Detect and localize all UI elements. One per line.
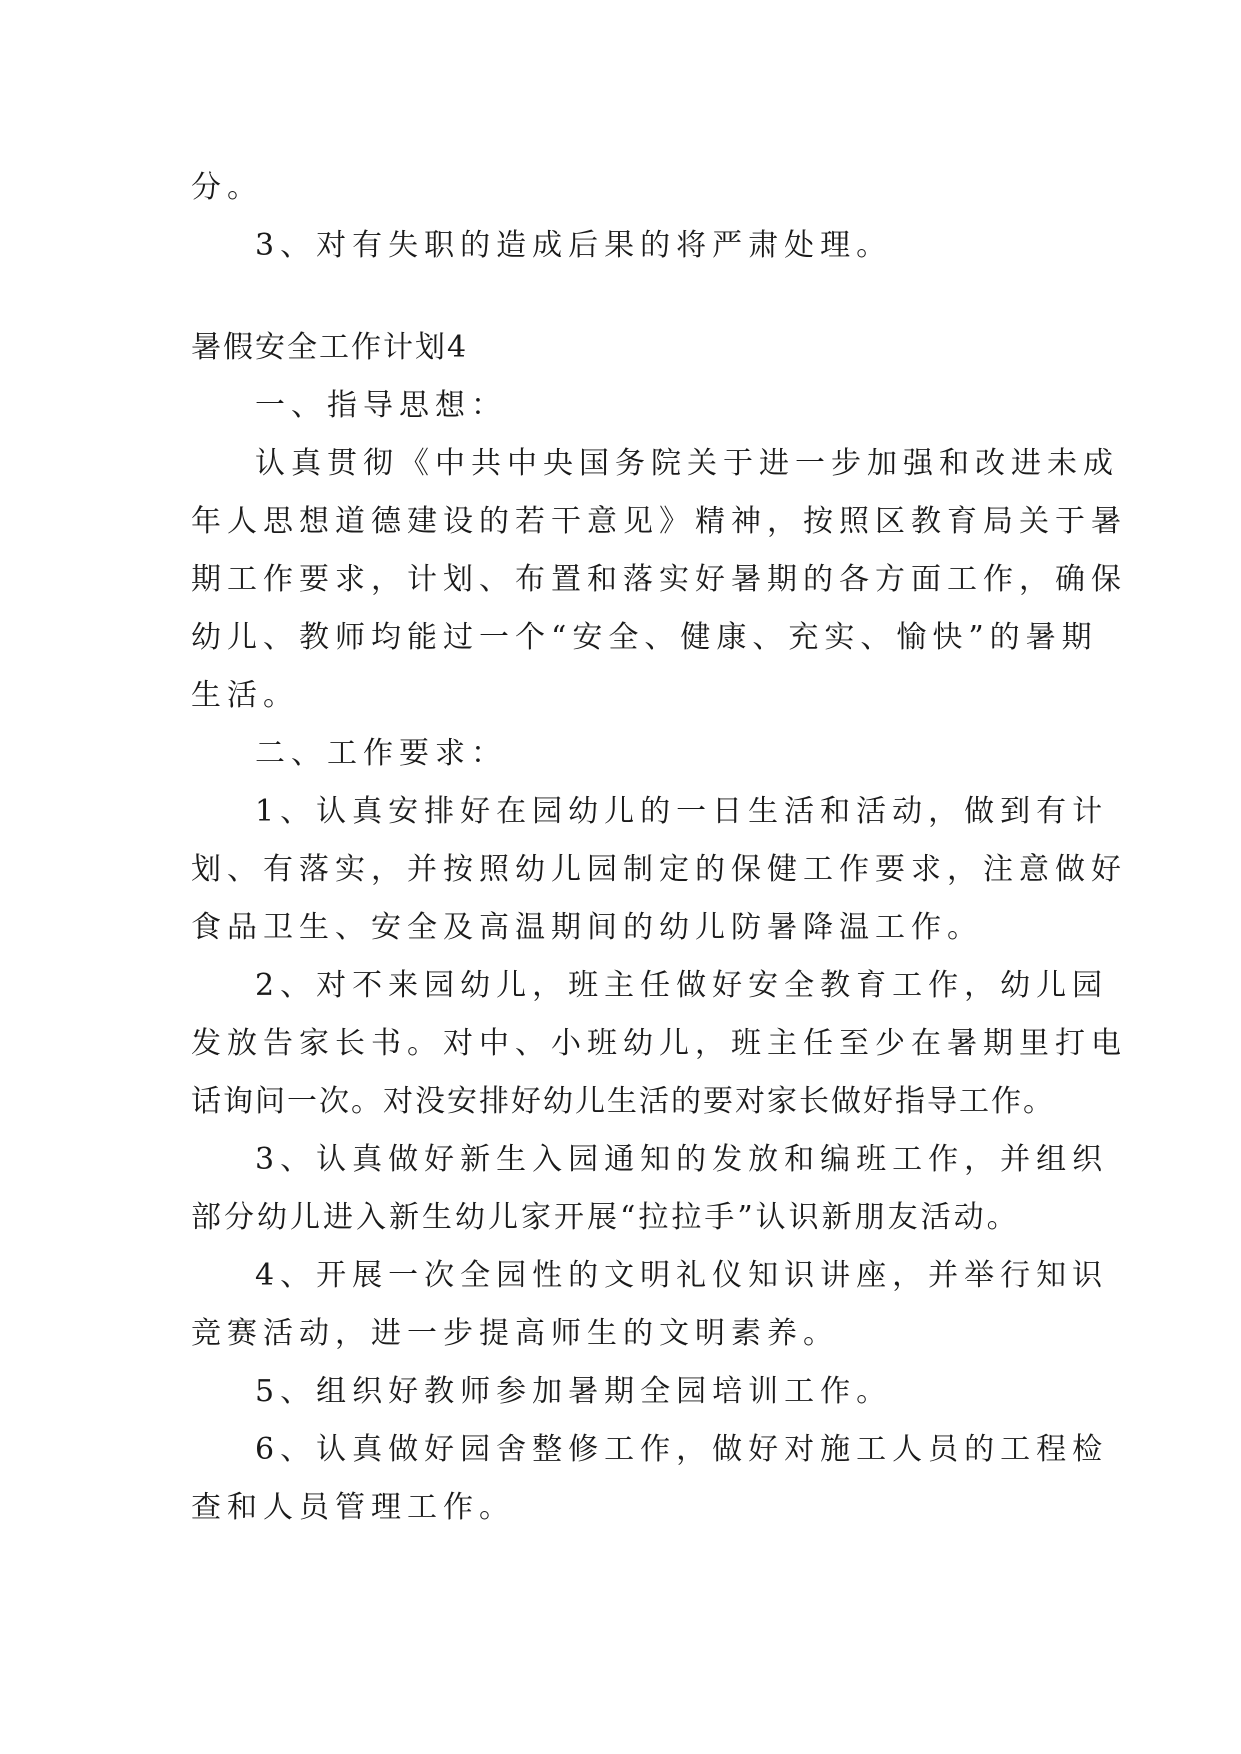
paragraph-line: 1、认真安排好在园幼儿的一日生活和活动，做到有计 xyxy=(255,794,1109,829)
paragraph-line: 幼儿、教师均能过一个“安全、健康、充实、愉快”的暑期 xyxy=(191,620,1098,655)
paragraph-line: 4、开展一次全园性的文明礼仪知识讲座，并举行知识 xyxy=(255,1258,1109,1293)
paragraph-line: 部分幼儿进入新生幼儿家开展“拉拉手”认识新朋友活动。 xyxy=(191,1200,1020,1235)
paragraph-line: 2、对不来园幼儿，班主任做好安全教育工作，幼儿园 xyxy=(255,968,1109,1003)
requirement-item-6 xyxy=(191,1421,1109,1537)
paragraph-line: 期工作要求，计划、布置和落实好暑期的各方面工作，确保 xyxy=(191,562,1127,597)
guiding-ideology-paragraph xyxy=(191,435,1127,725)
previous-paragraph-tail: 分。 xyxy=(191,170,263,205)
paragraph-line: 查和人员管理工作。 xyxy=(191,1490,515,1525)
paragraph-line: 3、认真做好新生入园通知的发放和编班工作，并组织 xyxy=(255,1142,1109,1177)
section-gap xyxy=(191,275,1051,319)
paragraph-line: 5、组织好教师参加暑期全园培训工作。 xyxy=(255,1374,893,1409)
paragraph-line: 认真贯彻《中共中央国务院关于进一步加强和改进未成 xyxy=(255,446,1119,481)
paragraph-line: 食品卫生、安全及高温期间的幼儿防暑降温工作。 xyxy=(191,910,983,945)
paragraph-line: 划、有落实，并按照幼儿园制定的保健工作要求，注意做好 xyxy=(191,852,1127,887)
document-body xyxy=(191,159,1127,1537)
section-heading-work-requirements: 二、工作要求： xyxy=(255,736,507,771)
paragraph-line: 年人思想道德建设的若干意见》精神，按照区教育局关于暑 xyxy=(191,504,1127,539)
requirement-item-1 xyxy=(191,783,1127,957)
paragraph-line: 6、认真做好园舍整修工作，做好对施工人员的工程检 xyxy=(255,1432,1109,1467)
requirement-item-5 xyxy=(191,1363,1051,1421)
plan-title: 暑假安全工作计划4 xyxy=(191,330,469,365)
previous-item-3: 3、对有失职的造成后果的将严肃处理。 xyxy=(255,228,893,263)
requirement-item-4 xyxy=(191,1247,1109,1363)
requirement-item-3 xyxy=(191,1131,1109,1247)
section-heading-guiding-ideology: 一、指导思想： xyxy=(255,388,507,423)
paragraph-line: 话询问一次。对没安排好幼儿生活的要对家长做好指导工作。 xyxy=(191,1084,1055,1119)
paragraph-line: 竞赛活动，进一步提高师生的文明素养。 xyxy=(191,1316,839,1351)
paragraph-line: 发放告家长书。对中、小班幼儿，班主任至少在暑期里打电 xyxy=(191,1026,1127,1061)
requirement-item-2 xyxy=(191,957,1127,1131)
paragraph-line: 生活。 xyxy=(191,678,299,713)
